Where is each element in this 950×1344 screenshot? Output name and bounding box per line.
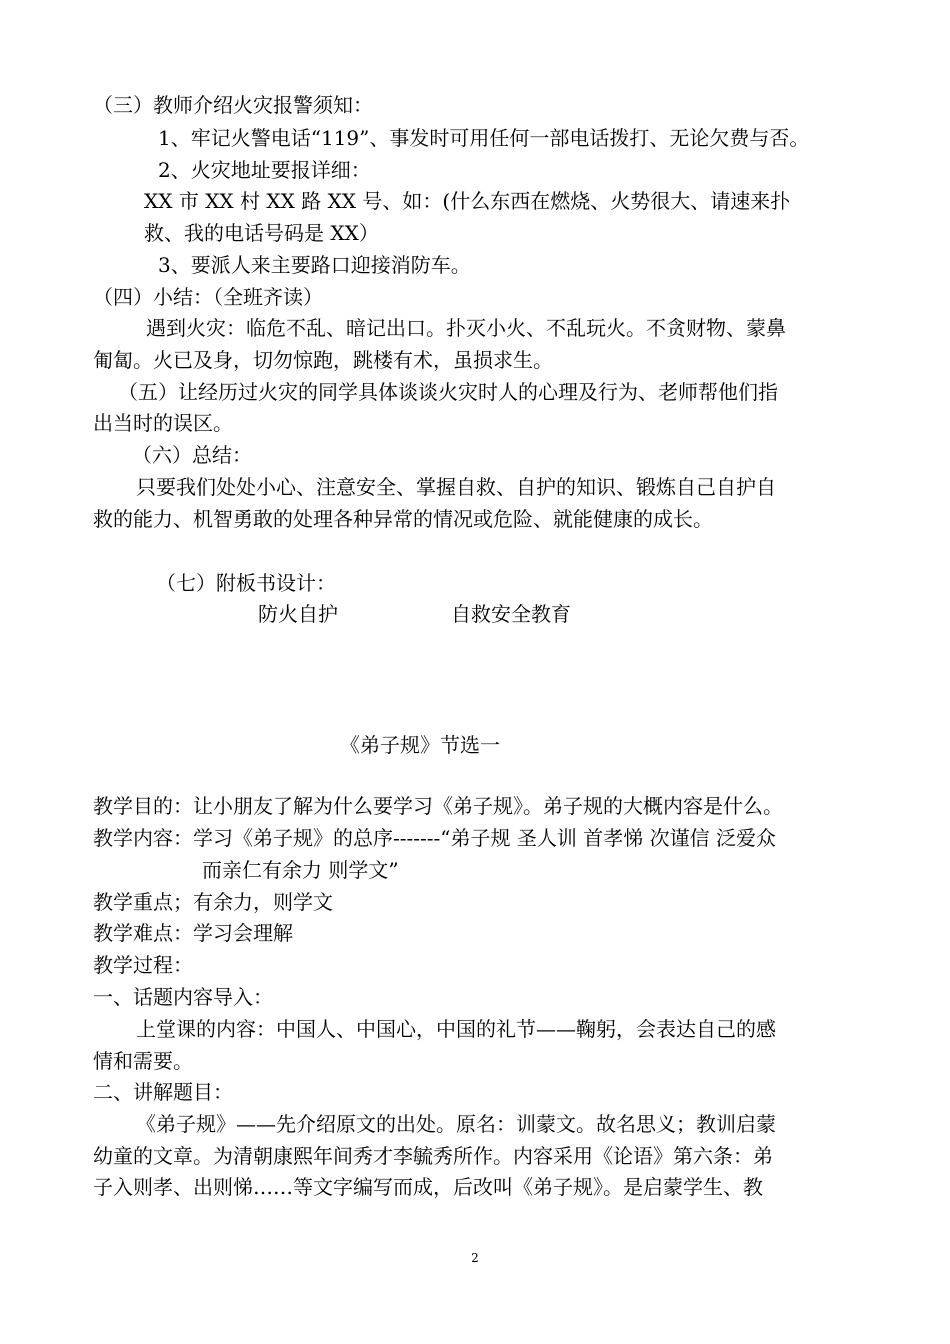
section-4-line-2: 匍匐。火已及身，切勿惊跑，跳楼有术，虽损求生。 xyxy=(93,348,553,372)
section-3-item-2: 2、火灾地址要报详细： xyxy=(158,158,371,182)
teaching-content-line-1: 教学内容：学习《弟子规》的总序-------“弟子规 圣人训 首孝悌 次谨信 泛爱众 xyxy=(93,826,776,850)
teaching-difficulty: 教学难点：学习会理解 xyxy=(93,921,293,945)
section-4-heading: （四）小结：（全班齐读） xyxy=(93,285,323,309)
section-6-line-2: 救的能力、机智勇敢的处理各种异常的情况或危险、就能健康的成长。 xyxy=(93,507,713,531)
section-6-heading: （六）总结： xyxy=(132,443,252,467)
part-1-line-1: 上堂课的内容：中国人、中国心，中国的礼节——鞠躬，会表达自己的感 xyxy=(136,1017,776,1041)
section-5-line-1: （五）让经历过火灾的同学具体谈谈火灾时人的心理及行为、老师帮他们指 xyxy=(118,380,778,404)
board-design-left: 防火自护 xyxy=(258,602,338,626)
teaching-content-line-2: 而亲仁有余力 则学文” xyxy=(202,858,399,882)
part-2-heading: 二、讲解题目： xyxy=(93,1080,233,1104)
teaching-focus: 教学重点；有余力，则学文 xyxy=(93,890,333,914)
part-2-line-1: 《弟子规》——先介绍原文的出处。原名：训蒙文。故名思义；教训启蒙 xyxy=(136,1112,776,1136)
lesson-title: 《弟子规》节选一 xyxy=(340,733,500,757)
part-2-line-2: 幼童的文章。为清朝康熙年间秀才李毓秀所作。内容采用《论语》第六条：弟 xyxy=(93,1144,773,1168)
teaching-process: 教学过程： xyxy=(93,953,193,977)
teaching-goal: 教学目的：让小朋友了解为什么要学习《弟子规》。弟子规的大概内容是什么。 xyxy=(93,794,783,818)
section-6-line-1: 只要我们处处小心、注意安全、掌握自救、自护的知识、锻炼自己自护自 xyxy=(136,475,776,499)
part-1-heading: 一、话题内容导入： xyxy=(93,985,273,1009)
section-5-line-2: 出当时的误区。 xyxy=(93,411,233,435)
section-3-item-1: 1、牢记火警电话“119”、事发时可用任何一部电话拨打、无论欠费与否。 xyxy=(158,126,810,150)
section-3-heading: （三）教师介绍火灾报警须知： xyxy=(93,93,373,117)
part-2-line-3: 子入则孝、出则悌……等文字编写而成，后改叫《弟子规》。是启蒙学生、教 xyxy=(93,1175,763,1199)
section-3-item-3: 3、要派人来主要路口迎接消防车。 xyxy=(158,253,471,277)
section-3-item-2-detail-line-1: XX 市 XX 村 XX 路 XX 号、如：(什么东西在燃烧、火势很大、请速来扑 xyxy=(144,189,791,213)
board-design-right: 自救安全教育 xyxy=(451,602,571,626)
section-7-heading: （七）附板书设计： xyxy=(156,571,336,595)
section-3-item-2-detail-line-2: 救、我的电话号码是 XX） xyxy=(144,221,379,245)
part-1-line-2: 情和需要。 xyxy=(93,1049,193,1073)
section-4-line-1: 遇到火灾：临危不乱、暗记出口。扑灭小火、不乱玩火。不贪财物、蒙鼻 xyxy=(146,316,786,340)
page-number: 2 xyxy=(471,1251,479,1265)
